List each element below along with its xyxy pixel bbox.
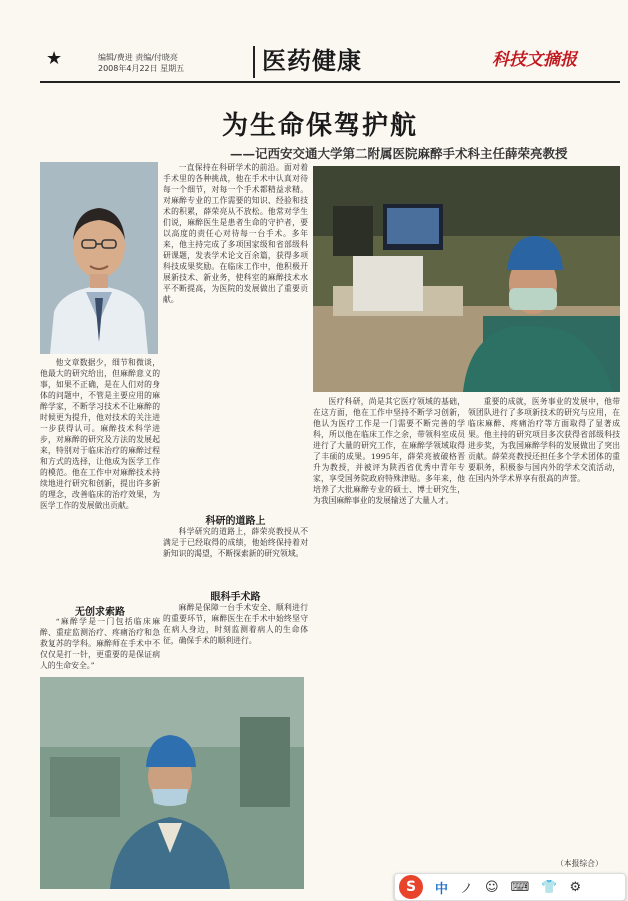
editor-line: 编辑/费进 责编/付晓亮 [98, 53, 178, 62]
header-divider [253, 46, 255, 78]
page-header [0, 0, 628, 82]
header-rule [40, 81, 620, 83]
subheading-2: 科研的道路上 [205, 516, 266, 527]
column-2b-text: 科学研究的道路上，薛荣亮教授从不满足于已经取得的成绩，他始终保持着对新知识的渴望，不断探索新的研究领域。 [163, 527, 308, 558]
star-icon: ★ [46, 48, 63, 69]
surgeon-illustration [40, 677, 304, 889]
portrait-illustration [40, 162, 158, 354]
column-2c-text: 麻醉是保障一台手术安全、顺利进行的重要环节，麻醉医生在手术中始终坚守在病人身边，时刻监测着病人的生命体征，确保手术的顺利进行。 [163, 603, 308, 645]
subheading-3: 眼科手术路 [210, 592, 261, 603]
article-subtitle: ——记西安交通大学第二附属医院麻醉手术科主任薛荣亮教授 [230, 146, 568, 161]
ime-toolbar[interactable] [394, 873, 626, 901]
article-title: 为生命保驾护航 [221, 111, 418, 141]
emoji-icon[interactable]: ☺ [485, 879, 499, 895]
surgeon-photo [40, 677, 304, 889]
column-1b-text: “麻醉学是一门包括临床麻醉、重症监测治疗、疼痛治疗和急救复苏的学科。麻醉师在手术中不仅仅是打一针，更重要的是保证病人的生命安全。” [40, 617, 160, 670]
keyboard-icon[interactable]: ⌨ [510, 879, 530, 895]
skin-icon[interactable]: 👕 [541, 879, 558, 895]
column-2-text: 一直保持在科研学术的前沿。面对着手术里的各种挑战，他在手术中认真对待每一个细节，对每一个手术都精益求精。对麻醉专业的工作需要的知识、经验和技术的积累，薛荣亮从不放松。他常对学生们说，麻醉医生是患者生命的守护者，要以高度的责任心对待每一台手术。多年来，他主持完成了多项国家级和省部级科研课题，发表学术论文百余篇，获得多项科技成果奖励。在临床工作中，他积极开展新技术、新业务，使科室的麻醉技术水平不断提高，为医院的发展做出了重要贡献。 [163, 163, 308, 304]
subheading-1: 无创求索路 [75, 607, 125, 618]
operating-room-illustration [313, 166, 620, 392]
settings-gear-icon[interactable]: ⚙ [569, 879, 582, 895]
language-toggle-button[interactable]: 中 [435, 881, 449, 897]
column-3-text: 医疗科研，尚是其它医疗领域的基础，在这方面，他在工作中坚持不断学习创新，他认为医疗工作是一门需要不断完善的学科，所以他在临床工作之余，带领科室成员进行了大量的研究工作，在麻醉学领域取得了丰硕的成果。1995年，薛荣亮被破格晋升为教授，并被评为陕西省优秀中青年专家，享受国务院政府特殊津贴。多年来，他培养了大批麻醉专业的硕士、博士研究生，为我国麻醉事业的发展输送了大量人才。 [313, 397, 465, 505]
section-title: 医药健康 [262, 46, 362, 75]
sogou-logo-icon[interactable]: S [399, 875, 423, 899]
newspaper-masthead: 科技文摘报 [492, 50, 577, 70]
article-credit: （本报综合） [556, 859, 603, 868]
column-1-text: 他文章数据少，细节和微谈，他最大的研究给出，但麻醉意义的事，如果不正确，是在人们对的身体的问题中，不管是主要应用的麻醉学家，不断学习技术不让麻醉的时候更为提升，他对技术的关注进一步获得认可。麻醉技术科学进步，对麻醉的研究及方法的发展起来，特别对于临床治疗的麻醉过程和方式的选择，让他成为医学工作的模范。他在工作中对麻醉技术持续地进行研究和创新，提出许多新的理念，改善临床的治疗效果，为医学工作的发展做出贡献。 [40, 358, 160, 510]
issue-meta [98, 52, 184, 74]
date-line: 2008年4月22日 星期五 [98, 64, 185, 73]
portrait-photo [40, 162, 158, 354]
column-4-text: 重要的成就，医务事业的发展中，他带领团队进行了多项新技术的研究与应用，在临床麻醉、疼痛治疗等方面取得了显著成果。他主持的研究项目多次获得省部级科技进步奖，为我国麻醉学科的发展做出了突出贡献。薛荣亮教授还担任多个学术团体的重要职务，积极参与国内外的学术交流活动，在国内外学术界享有很高的声誉。 [468, 397, 620, 483]
punctuation-mode-icon[interactable]: ノ [460, 881, 474, 897]
operating-room-photo [313, 166, 620, 392]
